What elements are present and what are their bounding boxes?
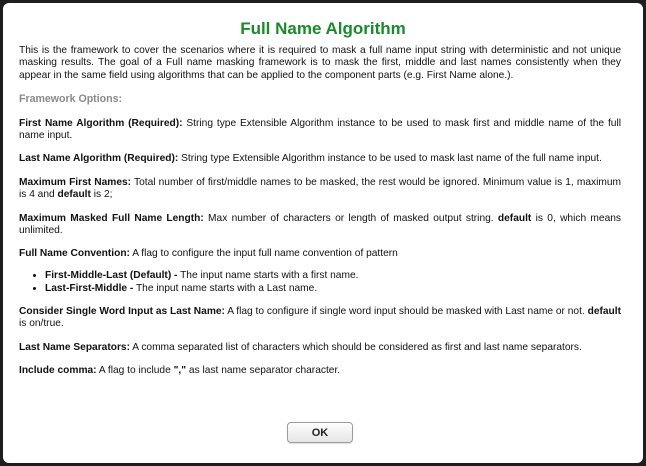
option-description: String type Extensible Algorithm instance to be used to mask first and middle name of the full name input. — [19, 117, 621, 142]
option-label: Maximum First Names: — [19, 176, 132, 188]
convention-label: First-Middle-Last (Default) - — [45, 269, 178, 281]
default-keyword: default — [497, 212, 532, 224]
intro-text: This is the framework to cover the scenarios where it is required to mask a full name input string with deterministic and not unique masking results. The goal of a Full name masking framework is to mask the first, middle and last names consistently when they appear in the same field using algorithms that can be applied to the component parts (e.g. First Name alone.). — [19, 45, 621, 81]
option-description: A comma separated list of characters which should be considered as first and last name separators. — [129, 341, 582, 353]
option-first-name-algorithm — [19, 118, 621, 143]
default-keyword: default — [587, 305, 621, 317]
option-description-end: is 2; — [90, 189, 113, 201]
option-description-end: is on/true. — [19, 318, 64, 330]
option-description: Max number of characters or length of masked output string. — [203, 212, 498, 224]
full-name-algorithm-dialog — [3, 3, 643, 463]
option-label: Include comma: — [19, 364, 97, 376]
option-description: String type Extensible Algorithm instance to be used to mask last name of the full name input. — [178, 153, 602, 165]
option-include-comma — [19, 365, 621, 377]
default-keyword: default — [57, 189, 91, 201]
option-label: Maximum Masked Full Name Length: — [19, 212, 204, 224]
convention-item-last-first-middle — [45, 283, 621, 295]
convention-list — [19, 270, 621, 296]
option-single-word-last-name — [19, 306, 621, 331]
convention-description: The input name starts with a first name. — [177, 269, 359, 281]
convention-item-first-middle-last — [45, 270, 621, 282]
option-label: Last Name Algorithm (Required): — [19, 153, 179, 165]
framework-options-heading: Framework Options: — [19, 93, 123, 106]
option-full-name-convention — [19, 248, 621, 260]
option-description: A flag to configure if single word input should be masked with Last name or not. — [224, 305, 588, 317]
option-label: Last Name Separators: — [19, 341, 130, 353]
option-description: A flag to include — [96, 364, 174, 376]
option-last-name-algorithm — [19, 153, 621, 165]
option-label: Full Name Convention: — [19, 248, 130, 260]
option-label: Consider Single Word Input as Last Name: — [19, 305, 225, 317]
ok-button[interactable]: OK — [287, 422, 353, 443]
option-maximum-first-names — [19, 177, 621, 202]
convention-label: Last-First-Middle - — [45, 283, 134, 295]
option-description: A flag to configure the input full name convention of pattern — [129, 248, 398, 260]
option-description-end: is 0, which means unlimited. — [19, 212, 621, 237]
dialog-content — [19, 45, 621, 388]
dialog-title: Full Name Algorithm — [240, 19, 406, 38]
option-label: First Name Algorithm (Required): — [19, 117, 183, 129]
convention-description: The input name starts with a Last name. — [133, 283, 318, 295]
option-last-name-separators — [19, 342, 621, 354]
option-description-end: as last name separator character. — [186, 364, 341, 376]
option-description: Total number of first/middle names to be masked, the rest would be ignored. Minimum value is 1, maximum is 4 and — [19, 176, 622, 201]
comma-keyword: "," — [173, 364, 187, 376]
option-maximum-masked-length — [19, 213, 621, 238]
